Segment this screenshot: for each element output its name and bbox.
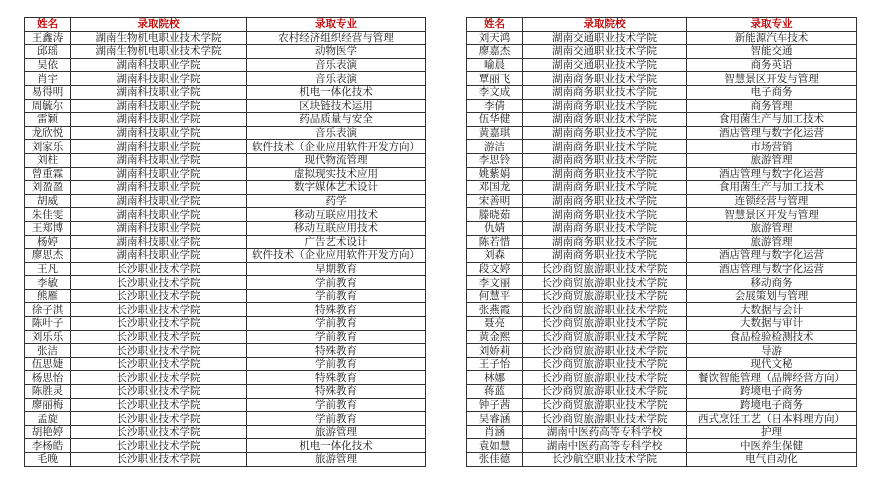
college-name: 湖南商务职业技术学院 — [523, 208, 687, 222]
student-name: 何慧平 — [467, 289, 523, 303]
student-name: 游洁 — [467, 140, 523, 154]
college-name: 湖南生物机电职业技术学院 — [71, 31, 247, 45]
college-name: 长沙商贸旅游职业技术学院 — [523, 412, 687, 426]
college-name: 长沙商贸旅游职业技术学院 — [523, 262, 687, 276]
major-name: 旅游管理 — [247, 425, 426, 439]
header-major: 录取专业 — [247, 18, 426, 32]
major-name: 现代文秘 — [687, 357, 857, 371]
table-row — [467, 276, 857, 290]
table-row — [25, 140, 426, 154]
major-name: 区块链技术运用 — [247, 99, 426, 113]
college-name: 湖南科技职业学院 — [71, 181, 247, 195]
student-name: 胡艳婷 — [25, 425, 71, 439]
table-row — [25, 85, 426, 99]
admission-table-right — [466, 17, 857, 467]
college-name: 湖南商务职业技术学院 — [523, 181, 687, 195]
table-row — [25, 167, 426, 181]
student-name: 陈胜灵 — [25, 385, 71, 399]
major-name: 会展策划与管理 — [687, 289, 857, 303]
college-name: 湖南商务职业技术学院 — [523, 113, 687, 127]
major-name: 特殊教育 — [247, 385, 426, 399]
student-name: 刘家乐 — [25, 140, 71, 154]
student-name: 李思铃 — [467, 153, 523, 167]
college-name: 长沙职业技术学院 — [71, 317, 247, 331]
college-name: 湖南科技职业学院 — [71, 113, 247, 127]
table-row — [25, 181, 426, 195]
major-name: 音乐表演 — [247, 72, 426, 86]
student-name: 段文婷 — [467, 262, 523, 276]
student-name: 曾重霖 — [25, 167, 71, 181]
student-name: 仇婧 — [467, 221, 523, 235]
college-name: 长沙职业技术学院 — [71, 330, 247, 344]
student-name: 孟旋 — [25, 412, 71, 426]
table-row — [467, 153, 857, 167]
table-row — [467, 72, 857, 86]
college-name: 湖南商务职业技术学院 — [523, 153, 687, 167]
table-row — [467, 45, 857, 59]
major-name: 食用菌生产与加工技术 — [687, 113, 857, 127]
table-row — [25, 153, 426, 167]
table-row — [25, 371, 426, 385]
college-name: 长沙航空职业技术学院 — [523, 453, 687, 467]
college-name: 长沙商贸旅游职业技术学院 — [523, 357, 687, 371]
table-row — [25, 31, 426, 45]
college-name: 湖南商务职业技术学院 — [523, 249, 687, 263]
major-name: 电气自动化 — [687, 453, 857, 467]
major-name: 护理 — [687, 425, 857, 439]
college-name: 湖南科技职业学院 — [71, 99, 247, 113]
college-name: 长沙职业技术学院 — [71, 357, 247, 371]
college-name: 长沙商贸旅游职业技术学院 — [523, 303, 687, 317]
major-name: 智慧景区开发与管理 — [687, 208, 857, 222]
student-name: 黄嘉琪 — [467, 126, 523, 140]
major-name: 学前教育 — [247, 289, 426, 303]
student-name: 陈叶子 — [25, 317, 71, 331]
header-college: 录取院校 — [523, 18, 687, 32]
table-row — [467, 330, 857, 344]
student-name: 廖思杰 — [25, 249, 71, 263]
major-name: 餐饮智能管理（品牌经营方向） — [687, 371, 857, 385]
table-row — [467, 208, 857, 222]
table-row — [25, 194, 426, 208]
major-name: 酒店管理与数字化运营 — [687, 126, 857, 140]
table-row — [25, 249, 426, 263]
major-name: 音乐表演 — [247, 126, 426, 140]
college-name: 湖南科技职业学院 — [71, 140, 247, 154]
major-name: 学前教育 — [247, 330, 426, 344]
college-name: 湖南商务职业技术学院 — [523, 221, 687, 235]
table-row — [467, 317, 857, 331]
student-name: 熊雁 — [25, 289, 71, 303]
college-name: 湖南科技职业学院 — [71, 153, 247, 167]
major-name: 学前教育 — [247, 398, 426, 412]
table-row — [25, 58, 426, 72]
major-name: 市场营销 — [687, 140, 857, 154]
college-name: 长沙职业技术学院 — [71, 371, 247, 385]
table-row — [25, 425, 426, 439]
student-name: 黄金熙 — [467, 330, 523, 344]
college-name: 湖南科技职业学院 — [71, 249, 247, 263]
college-name: 长沙商贸旅游职业技术学院 — [523, 371, 687, 385]
table-row — [25, 45, 426, 59]
major-name: 学前教育 — [247, 317, 426, 331]
major-name: 食品检验检测技术 — [687, 330, 857, 344]
college-name: 长沙职业技术学院 — [71, 344, 247, 358]
college-name: 长沙商贸旅游职业技术学院 — [523, 317, 687, 331]
major-name: 机电一体化技术 — [247, 85, 426, 99]
student-name: 张洁 — [25, 344, 71, 358]
table-row — [467, 126, 857, 140]
college-name: 湖南商务职业技术学院 — [523, 167, 687, 181]
college-name: 长沙商贸旅游职业技术学院 — [523, 344, 687, 358]
table-row — [467, 99, 857, 113]
major-name: 跨境电子商务 — [687, 398, 857, 412]
student-name: 廖嘉杰 — [467, 45, 523, 59]
student-name: 滕晓茹 — [467, 208, 523, 222]
table-row — [25, 357, 426, 371]
student-name: 吴睿涵 — [467, 412, 523, 426]
college-name: 长沙职业技术学院 — [71, 412, 247, 426]
table-row — [467, 167, 857, 181]
student-name: 刘天鸿 — [467, 31, 523, 45]
major-name: 早期教育 — [247, 262, 426, 276]
student-name: 刘娇莉 — [467, 344, 523, 358]
college-name: 长沙职业技术学院 — [71, 262, 247, 276]
table-row — [467, 181, 857, 195]
table-row — [467, 344, 857, 358]
table-row — [467, 385, 857, 399]
major-name: 旅游管理 — [687, 221, 857, 235]
table-row — [467, 58, 857, 72]
college-name: 长沙商贸旅游职业技术学院 — [523, 289, 687, 303]
header-major: 录取专业 — [687, 18, 857, 32]
college-name: 湖南商务职业技术学院 — [523, 126, 687, 140]
student-name: 王子怡 — [467, 357, 523, 371]
student-name: 聂亮 — [467, 317, 523, 331]
table-row — [25, 344, 426, 358]
table-row — [25, 412, 426, 426]
student-name: 李杨皓 — [25, 439, 71, 453]
student-name: 张佳德 — [467, 453, 523, 467]
major-name: 药学 — [247, 194, 426, 208]
table-row — [467, 262, 857, 276]
student-name: 邱瑶 — [25, 45, 71, 59]
major-name: 酒店管理与数字化运营 — [687, 249, 857, 263]
college-name: 长沙职业技术学院 — [71, 439, 247, 453]
college-name: 湖南科技职业学院 — [71, 126, 247, 140]
student-name: 王凡 — [25, 262, 71, 276]
college-name: 湖南交通职业技术学院 — [523, 58, 687, 72]
admission-table-left — [24, 17, 426, 467]
college-name: 长沙职业技术学院 — [71, 289, 247, 303]
table-row — [25, 72, 426, 86]
major-name: 跨境电子商务 — [687, 385, 857, 399]
college-name: 湖南科技职业学院 — [71, 72, 247, 86]
table-row — [467, 357, 857, 371]
student-name: 易得明 — [25, 85, 71, 99]
student-name: 王鑫涛 — [25, 31, 71, 45]
major-name: 药品质量与安全 — [247, 113, 426, 127]
major-name: 连锁经营与管理 — [687, 194, 857, 208]
table-row — [25, 208, 426, 222]
major-name: 特殊教育 — [247, 371, 426, 385]
college-name: 湖南商务职业技术学院 — [523, 235, 687, 249]
student-name: 李文丽 — [467, 276, 523, 290]
major-name: 农村经济组织经营与管理 — [247, 31, 426, 45]
college-name: 湖南科技职业学院 — [71, 194, 247, 208]
student-name: 毛晚 — [25, 453, 71, 467]
table-row — [467, 371, 857, 385]
major-name: 导游 — [687, 344, 857, 358]
college-name: 湖南科技职业学院 — [71, 221, 247, 235]
table-row — [467, 194, 857, 208]
college-name: 长沙职业技术学院 — [71, 425, 247, 439]
college-name: 湖南科技职业学院 — [71, 167, 247, 181]
student-name: 肖涵 — [467, 425, 523, 439]
table-row — [467, 412, 857, 426]
student-name: 喻晨 — [467, 58, 523, 72]
header-row — [25, 18, 426, 32]
major-name: 现代物流管理 — [247, 153, 426, 167]
student-name: 李文成 — [467, 85, 523, 99]
college-name: 湖南中医药高等专科学校 — [523, 425, 687, 439]
major-name: 学前教育 — [247, 357, 426, 371]
college-name: 长沙职业技术学院 — [71, 303, 247, 317]
student-name: 周毓尔 — [25, 99, 71, 113]
student-name: 张燕霞 — [467, 303, 523, 317]
table-row — [25, 303, 426, 317]
table-row — [467, 425, 857, 439]
table-row — [467, 235, 857, 249]
college-name: 湖南商务职业技术学院 — [523, 99, 687, 113]
major-name: 软件技术（企业应用软件开发方向） — [247, 249, 426, 263]
student-name: 杨思怡 — [25, 371, 71, 385]
college-name: 湖南交通职业技术学院 — [523, 31, 687, 45]
table-row — [467, 85, 857, 99]
student-name: 龙欣悦 — [25, 126, 71, 140]
college-name: 湖南科技职业学院 — [71, 85, 247, 99]
college-name: 湖南科技职业学院 — [71, 58, 247, 72]
major-name: 虚拟现实技术应用 — [247, 167, 426, 181]
student-name: 肖宇 — [25, 72, 71, 86]
student-name: 朱佳雯 — [25, 208, 71, 222]
major-name: 酒店管理与数字化运营 — [687, 262, 857, 276]
major-name: 特殊教育 — [247, 303, 426, 317]
table-row — [25, 262, 426, 276]
student-name: 廖丽梅 — [25, 398, 71, 412]
table-row — [25, 330, 426, 344]
student-name: 吴依 — [25, 58, 71, 72]
major-name: 智慧景区开发与管理 — [687, 72, 857, 86]
student-name: 袁如慧 — [467, 439, 523, 453]
major-name: 大数据与审计 — [687, 317, 857, 331]
college-name: 湖南商务职业技术学院 — [523, 194, 687, 208]
table-row — [25, 276, 426, 290]
header-row — [467, 18, 857, 32]
table-row — [25, 385, 426, 399]
major-name: 电子商务 — [687, 85, 857, 99]
student-name: 陈若惜 — [467, 235, 523, 249]
student-name: 刘森 — [467, 249, 523, 263]
table-row — [467, 31, 857, 45]
table-row — [467, 140, 857, 154]
table-row — [25, 221, 426, 235]
college-name: 湖南科技职业学院 — [71, 235, 247, 249]
college-name: 长沙职业技术学院 — [71, 276, 247, 290]
table-row — [467, 289, 857, 303]
table-row — [25, 235, 426, 249]
major-name: 移动互联应用技术 — [247, 208, 426, 222]
table-row — [467, 303, 857, 317]
student-name: 邓国龙 — [467, 181, 523, 195]
student-name: 伍思婕 — [25, 357, 71, 371]
major-name: 智能交通 — [687, 45, 857, 59]
table-row — [25, 398, 426, 412]
table-row — [467, 453, 857, 467]
student-name: 刘柱 — [25, 153, 71, 167]
table-row — [467, 398, 857, 412]
table-row — [467, 221, 857, 235]
college-name: 湖南中医药高等专科学校 — [523, 439, 687, 453]
table-row — [25, 317, 426, 331]
student-name: 王郑博 — [25, 221, 71, 235]
college-name: 湖南交通职业技术学院 — [523, 45, 687, 59]
major-name: 广告艺术设计 — [247, 235, 426, 249]
major-name: 特殊教育 — [247, 344, 426, 358]
header-college: 录取院校 — [71, 18, 247, 32]
student-name: 伍华健 — [467, 113, 523, 127]
table-row — [467, 439, 857, 453]
table-row — [25, 126, 426, 140]
college-name: 长沙职业技术学院 — [71, 453, 247, 467]
college-name: 长沙职业技术学院 — [71, 398, 247, 412]
table-row — [25, 113, 426, 127]
major-name: 学前教育 — [247, 276, 426, 290]
college-name: 长沙商贸旅游职业技术学院 — [523, 385, 687, 399]
college-name: 长沙商贸旅游职业技术学院 — [523, 330, 687, 344]
table-row — [25, 99, 426, 113]
major-name: 食用菌生产与加工技术 — [687, 181, 857, 195]
student-name: 林娜 — [467, 371, 523, 385]
student-name: 胡威 — [25, 194, 71, 208]
major-name: 旅游管理 — [687, 153, 857, 167]
major-name: 音乐表演 — [247, 58, 426, 72]
header-name: 姓名 — [467, 18, 523, 32]
major-name: 软件技术（企业应用软件开发方向） — [247, 140, 426, 154]
student-name: 宋善明 — [467, 194, 523, 208]
major-name: 学前教育 — [247, 412, 426, 426]
table-row — [25, 289, 426, 303]
major-name: 大数据与会计 — [687, 303, 857, 317]
major-name: 中医养生保健 — [687, 439, 857, 453]
major-name: 移动互联应用技术 — [247, 221, 426, 235]
major-name: 数字媒体艺术设计 — [247, 181, 426, 195]
student-name: 雷颖 — [25, 113, 71, 127]
major-name: 旅游管理 — [247, 453, 426, 467]
major-name: 新能源汽车技术 — [687, 31, 857, 45]
table-row — [467, 249, 857, 263]
student-name: 钟子茜 — [467, 398, 523, 412]
major-name: 旅游管理 — [687, 235, 857, 249]
college-name: 湖南商务职业技术学院 — [523, 140, 687, 154]
major-name: 酒店管理与数字化运营 — [687, 167, 857, 181]
student-name: 李倩 — [467, 99, 523, 113]
table-row — [467, 113, 857, 127]
major-name: 西式烹饪工艺（日本料理方向） — [687, 412, 857, 426]
student-name: 姚紫娟 — [467, 167, 523, 181]
major-name: 移动商务 — [687, 276, 857, 290]
table-row — [25, 453, 426, 467]
major-name: 商务管理 — [687, 99, 857, 113]
college-name: 湖南科技职业学院 — [71, 208, 247, 222]
college-name: 长沙商贸旅游职业技术学院 — [523, 398, 687, 412]
student-name: 刘乐乐 — [25, 330, 71, 344]
college-name: 湖南商务职业技术学院 — [523, 72, 687, 86]
student-name: 刘盈盈 — [25, 181, 71, 195]
major-name: 动物医学 — [247, 45, 426, 59]
student-name: 蒋蓝 — [467, 385, 523, 399]
header-name: 姓名 — [25, 18, 71, 32]
major-name: 商务英语 — [687, 58, 857, 72]
college-name: 湖南生物机电职业技术学院 — [71, 45, 247, 59]
student-name: 李敏 — [25, 276, 71, 290]
student-name: 覃丽飞 — [467, 72, 523, 86]
student-name: 徐子淇 — [25, 303, 71, 317]
major-name: 机电一体化技术 — [247, 439, 426, 453]
college-name: 长沙商贸旅游职业技术学院 — [523, 276, 687, 290]
student-name: 杨婷 — [25, 235, 71, 249]
college-name: 长沙职业技术学院 — [71, 385, 247, 399]
college-name: 湖南商务职业技术学院 — [523, 85, 687, 99]
table-row — [25, 439, 426, 453]
